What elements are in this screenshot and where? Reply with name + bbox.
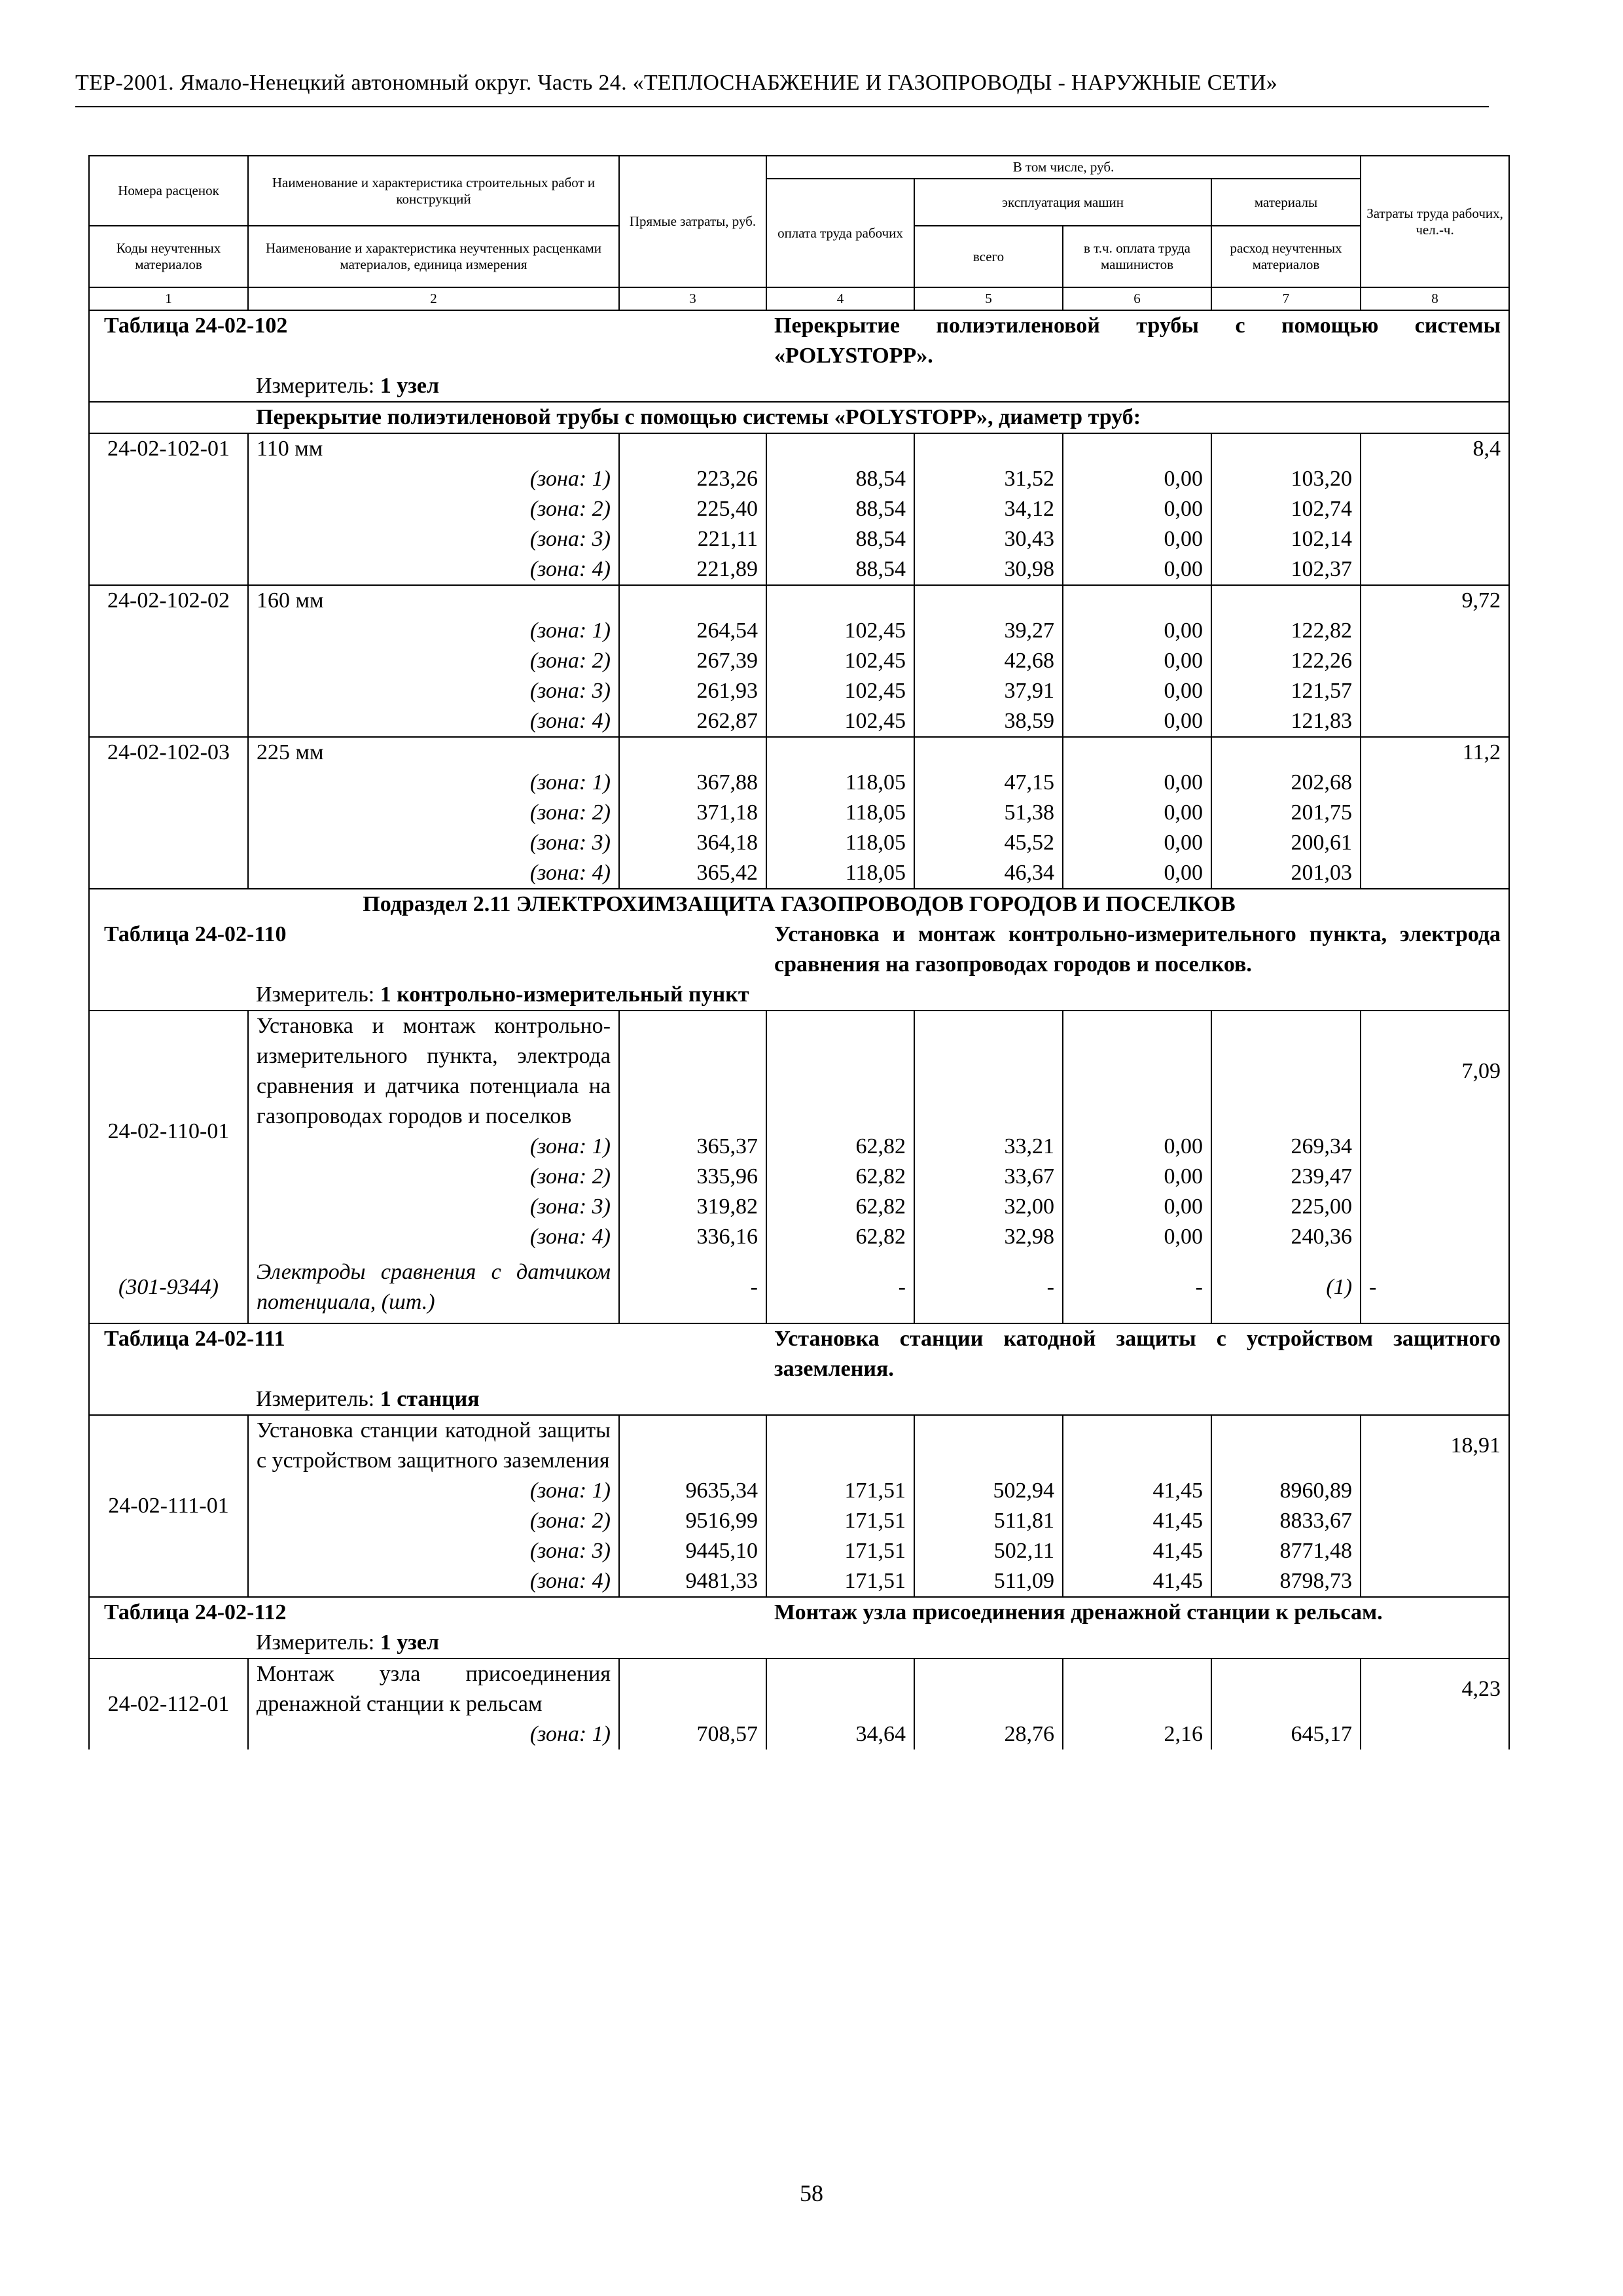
- rate-empty: [766, 1415, 914, 1476]
- page-number: 58: [800, 2180, 823, 2206]
- hdr-incl-wages: в т.ч. оплата труда машинистов: [1063, 226, 1211, 287]
- zone-row: [89, 524, 1509, 554]
- table-title: Перекрытие полиэтиленовой трубы с помощью системы «POLYSTOPP».: [766, 310, 1509, 371]
- rate-name: 225 мм: [248, 737, 619, 768]
- measure-unit: [248, 1628, 1509, 1659]
- direct-cost: 221,89: [619, 554, 766, 585]
- measure-spacer: [89, 1384, 248, 1415]
- zone-labor-empty: [1361, 858, 1509, 889]
- zone-label: (зона: 3): [248, 524, 619, 554]
- wages-cost: 62,82: [766, 1192, 914, 1222]
- direct-cost: 264,54: [619, 616, 766, 646]
- table-name: Таблица 24-02-111: [89, 1324, 766, 1384]
- zone-label: (зона: 3): [248, 676, 619, 706]
- machinist-wages: 0,00: [1063, 676, 1211, 706]
- hdr-rates-no: Номера расценок: [89, 156, 248, 226]
- group-spacer: [89, 402, 248, 433]
- hdr-labor: Затраты труда рабочих, чел.-ч.: [1361, 156, 1509, 287]
- wages-cost: 102,45: [766, 676, 914, 706]
- direct-cost: 267,39: [619, 646, 766, 676]
- hdr-wages: оплата труда рабочих: [766, 179, 914, 287]
- rate-empty: [619, 737, 766, 768]
- rate-code: 24-02-112-01: [89, 1659, 248, 1749]
- rate-labor: 8,4: [1361, 433, 1509, 464]
- direct-cost: 367,88: [619, 768, 766, 798]
- rate-empty: [914, 433, 1063, 464]
- col-num-2: 2: [248, 287, 619, 310]
- rate-empty: [914, 737, 1063, 768]
- rate-code: 24-02-102-02: [89, 585, 248, 737]
- zone-row: [89, 1222, 1509, 1252]
- table-heading-t110: [89, 920, 1509, 980]
- machinist-wages: 0,00: [1063, 858, 1211, 889]
- col-num-1: 1: [89, 287, 248, 310]
- measure-spacer: [89, 980, 248, 1011]
- table-title: Установка и монтаж контрольно-измерительного пункта, электрода сравнения на газопроводах городов и поселков.: [766, 920, 1509, 980]
- rate-labor: 11,2: [1361, 737, 1509, 768]
- machinist-wages: 0,00: [1063, 494, 1211, 524]
- materials-cost: 121,83: [1211, 706, 1361, 737]
- zone-row: [89, 1192, 1509, 1222]
- materials-cost: 202,68: [1211, 768, 1361, 798]
- machines-total: 45,52: [914, 828, 1063, 858]
- wages-cost: 102,45: [766, 706, 914, 737]
- machinist-wages: 0,00: [1063, 1132, 1211, 1162]
- zone-labor-empty: [1361, 1566, 1509, 1597]
- table-heading-t111: [89, 1324, 1509, 1384]
- machinist-wages: 41,45: [1063, 1566, 1211, 1597]
- table-heading-t112: [89, 1598, 1509, 1628]
- hdr-machines: эксплуатация машин: [914, 179, 1211, 226]
- materials-cost: 645,17: [1211, 1719, 1361, 1749]
- wages-cost: 88,54: [766, 524, 914, 554]
- wages-cost: 118,05: [766, 798, 914, 828]
- rate-code: 24-02-102-01: [89, 433, 248, 585]
- materials-cost: 102,37: [1211, 554, 1361, 585]
- hdr-codes: Коды неучтенных материалов: [89, 226, 248, 287]
- machinist-wages: 0,00: [1063, 1162, 1211, 1192]
- zone-label: (зона: 4): [248, 1222, 619, 1252]
- hdr-materials: материалы: [1211, 179, 1361, 226]
- machines-total: 511,81: [914, 1506, 1063, 1536]
- table-title: Монтаж узла присоединения дренажной станции к рельсам.: [766, 1598, 1509, 1628]
- rates-table: [88, 155, 1510, 1749]
- zone-row: [89, 494, 1509, 524]
- zone-row: [89, 1506, 1509, 1536]
- measure-unit: [248, 371, 1509, 402]
- zone-label: (зона: 1): [248, 464, 619, 494]
- measure-spacer: [89, 371, 248, 402]
- machines-total: 37,91: [914, 676, 1063, 706]
- wages-cost: 62,82: [766, 1162, 914, 1192]
- rate-empty: [619, 1659, 766, 1719]
- machinist-wages: 0,00: [1063, 1222, 1211, 1252]
- rate-row: [89, 1011, 1509, 1132]
- direct-cost: 9516,99: [619, 1506, 766, 1536]
- rate-empty: [1211, 1659, 1361, 1719]
- measure-value: 1 станция: [380, 1387, 480, 1411]
- machinist-wages: 0,00: [1063, 524, 1211, 554]
- zone-label: (зона: 2): [248, 1162, 619, 1192]
- materials-cost: 239,47: [1211, 1162, 1361, 1192]
- table-name: Таблица 24-02-112: [89, 1598, 766, 1628]
- zone-row: [89, 706, 1509, 737]
- group-heading-row: [89, 402, 1509, 433]
- rate-name: Монтаж узла присоединения дренажной станции к рельсам: [248, 1659, 619, 1719]
- zone-label: (зона: 1): [248, 1719, 619, 1749]
- rate-empty: [914, 1659, 1063, 1719]
- wages-cost: 171,51: [766, 1506, 914, 1536]
- rate-empty: [1063, 1659, 1211, 1719]
- running-header: ТЕР-2001. Ямало-Ненецкий автономный округ. Часть 24. «ТЕПЛОСНАБЖЕНИЕ И ГАЗОПРОВОДЫ - НАРУЖНЫЕ СЕТИ»: [75, 71, 1278, 95]
- zone-label: (зона: 2): [248, 646, 619, 676]
- machines-total: 33,21: [914, 1132, 1063, 1162]
- direct-cost: 708,57: [619, 1719, 766, 1749]
- zone-labor-empty: [1361, 768, 1509, 798]
- rate-labor: 18,91: [1361, 1415, 1509, 1476]
- zone-labor-empty: [1361, 554, 1509, 585]
- machines-total: 33,67: [914, 1162, 1063, 1192]
- rate-empty: [766, 1659, 914, 1719]
- materials-cost: 122,82: [1211, 616, 1361, 646]
- hdr-total: всего: [914, 226, 1063, 287]
- zone-labor-empty: [1361, 616, 1509, 646]
- material-value: -: [1361, 1252, 1509, 1323]
- machines-total: 39,27: [914, 616, 1063, 646]
- zone-labor-empty: [1361, 1162, 1509, 1192]
- wages-cost: 62,82: [766, 1132, 914, 1162]
- rate-empty: [619, 433, 766, 464]
- machines-total: 30,98: [914, 554, 1063, 585]
- measure-value: 1 узел: [380, 374, 440, 398]
- zone-label: (зона: 1): [248, 768, 619, 798]
- wages-cost: 118,05: [766, 858, 914, 889]
- machines-total: 38,59: [914, 706, 1063, 737]
- col-num-5: 5: [914, 287, 1063, 310]
- rate-empty: [766, 737, 914, 768]
- zone-label: (зона: 2): [248, 494, 619, 524]
- measure-value: 1 узел: [380, 1630, 440, 1655]
- rate-labor: 9,72: [1361, 585, 1509, 616]
- zone-labor-empty: [1361, 1132, 1509, 1162]
- machinist-wages: 41,45: [1063, 1476, 1211, 1506]
- direct-cost: 223,26: [619, 464, 766, 494]
- wages-cost: 88,54: [766, 554, 914, 585]
- zone-labor-empty: [1361, 706, 1509, 737]
- zone-labor-empty: [1361, 676, 1509, 706]
- materials-cost: 8833,67: [1211, 1506, 1361, 1536]
- machines-total: 32,98: [914, 1222, 1063, 1252]
- material-row: [89, 1252, 1509, 1323]
- hdr-direct: Прямые затраты, руб.: [619, 156, 766, 287]
- wages-cost: 102,45: [766, 616, 914, 646]
- direct-cost: 365,42: [619, 858, 766, 889]
- materials-cost: 8771,48: [1211, 1536, 1361, 1566]
- machines-total: 502,11: [914, 1536, 1063, 1566]
- measure-unit: [248, 980, 1509, 1011]
- rate-empty: [1211, 433, 1361, 464]
- wages-cost: 171,51: [766, 1536, 914, 1566]
- zone-label: (зона: 4): [248, 1566, 619, 1597]
- zone-labor-empty: [1361, 798, 1509, 828]
- material-code: (301-9344): [89, 1252, 248, 1323]
- hdr-mat-cost: расход неучтенных материалов: [1211, 226, 1361, 287]
- zone-label: (зона: 4): [248, 858, 619, 889]
- material-name: Электроды сравнения с датчиком потенциала, (шт.): [248, 1252, 619, 1323]
- rate-empty: [914, 1011, 1063, 1132]
- direct-cost: 9481,33: [619, 1566, 766, 1597]
- wages-cost: 34,64: [766, 1719, 914, 1749]
- zone-label: (зона: 2): [248, 1506, 619, 1536]
- materials-cost: 269,34: [1211, 1132, 1361, 1162]
- rate-empty: [619, 1011, 766, 1132]
- direct-cost: 365,37: [619, 1132, 766, 1162]
- zone-label: (зона: 4): [248, 706, 619, 737]
- rate-empty: [1211, 737, 1361, 768]
- rate-labor: 4,23: [1361, 1659, 1509, 1719]
- zone-label: (зона: 3): [248, 828, 619, 858]
- measure-row-t102: [89, 371, 1509, 402]
- direct-cost: 225,40: [619, 494, 766, 524]
- machinist-wages: 0,00: [1063, 616, 1211, 646]
- zone-labor-empty: [1361, 828, 1509, 858]
- machinist-wages: 2,16: [1063, 1719, 1211, 1749]
- material-value: -: [766, 1252, 914, 1323]
- col-num-6: 6: [1063, 287, 1211, 310]
- materials-cost: 121,57: [1211, 676, 1361, 706]
- header-row-1: [89, 156, 1509, 179]
- rate-row: [89, 585, 1509, 616]
- direct-cost: 9635,34: [619, 1476, 766, 1506]
- subsection-row: [89, 889, 1509, 920]
- zone-row: [89, 828, 1509, 858]
- zone-label: (зона: 1): [248, 616, 619, 646]
- header-rule: [75, 106, 1489, 107]
- material-value: -: [619, 1252, 766, 1323]
- col-num-4: 4: [766, 287, 914, 310]
- zone-labor-empty: [1361, 646, 1509, 676]
- zone-row: [89, 464, 1509, 494]
- machinist-wages: 0,00: [1063, 828, 1211, 858]
- zone-labor-empty: [1361, 524, 1509, 554]
- direct-cost: 371,18: [619, 798, 766, 828]
- material-value: -: [1063, 1252, 1211, 1323]
- direct-cost: 9445,10: [619, 1536, 766, 1566]
- wages-cost: 88,54: [766, 464, 914, 494]
- rate-empty: [619, 1415, 766, 1476]
- machinist-wages: 0,00: [1063, 798, 1211, 828]
- zone-labor-empty: [1361, 1476, 1509, 1506]
- rate-name: 110 мм: [248, 433, 619, 464]
- materials-cost: 200,61: [1211, 828, 1361, 858]
- rate-row: [89, 1415, 1509, 1476]
- machines-total: 30,43: [914, 524, 1063, 554]
- zone-row: [89, 1162, 1509, 1192]
- rate-name: 160 мм: [248, 585, 619, 616]
- machines-total: 47,15: [914, 768, 1063, 798]
- table-heading-t102: [89, 310, 1509, 371]
- table-title: Установка станции катодной защиты с устройством защитного заземления.: [766, 1324, 1509, 1384]
- hdr-work-name: Наименование и характеристика строительных работ и конструкций: [248, 156, 619, 226]
- wages-cost: 171,51: [766, 1566, 914, 1597]
- zone-row: [89, 1566, 1509, 1597]
- measure-value: 1 контрольно-измерительный пункт: [380, 982, 749, 1007]
- zone-label: (зона: 2): [248, 798, 619, 828]
- zone-labor-empty: [1361, 494, 1509, 524]
- zone-row: [89, 798, 1509, 828]
- wages-cost: 118,05: [766, 828, 914, 858]
- machinist-wages: 41,45: [1063, 1536, 1211, 1566]
- rate-name: Установка и монтаж контрольно-измерительного пункта, электрода сравнения и датчика потенциала на газопроводах городов и поселков: [248, 1011, 619, 1132]
- table-name: Таблица 24-02-102: [89, 310, 766, 371]
- rate-empty: [766, 585, 914, 616]
- zone-labor-empty: [1361, 464, 1509, 494]
- material-value: (1): [1211, 1252, 1361, 1323]
- measure-label: Измеритель:: [256, 1387, 380, 1411]
- measure-label: Измеритель:: [256, 982, 380, 1007]
- direct-cost: 319,82: [619, 1192, 766, 1222]
- measure-spacer: [89, 1628, 248, 1659]
- machines-total: 28,76: [914, 1719, 1063, 1749]
- materials-cost: 102,74: [1211, 494, 1361, 524]
- zone-labor-empty: [1361, 1506, 1509, 1536]
- rate-empty: [1063, 585, 1211, 616]
- header-row-numbers: [89, 287, 1509, 310]
- zone-labor-empty: [1361, 1719, 1509, 1749]
- materials-cost: 201,03: [1211, 858, 1361, 889]
- direct-cost: 262,87: [619, 706, 766, 737]
- machines-total: 31,52: [914, 464, 1063, 494]
- direct-cost: 261,93: [619, 676, 766, 706]
- materials-cost: 8798,73: [1211, 1566, 1361, 1597]
- machinist-wages: 0,00: [1063, 554, 1211, 585]
- wages-cost: 102,45: [766, 646, 914, 676]
- zone-row: [89, 646, 1509, 676]
- rate-empty: [1211, 1011, 1361, 1132]
- zone-label: (зона: 4): [248, 554, 619, 585]
- rate-empty: [1211, 585, 1361, 616]
- rate-empty: [1063, 1415, 1211, 1476]
- machines-total: 32,00: [914, 1192, 1063, 1222]
- rate-code: 24-02-111-01: [89, 1415, 248, 1597]
- rate-empty: [1063, 433, 1211, 464]
- machinist-wages: 41,45: [1063, 1506, 1211, 1536]
- machinist-wages: 0,00: [1063, 768, 1211, 798]
- machinist-wages: 0,00: [1063, 646, 1211, 676]
- measure-row-t112: [89, 1628, 1509, 1659]
- zone-label: (зона: 1): [248, 1476, 619, 1506]
- materials-cost: 240,36: [1211, 1222, 1361, 1252]
- rate-row: [89, 433, 1509, 464]
- machinist-wages: 0,00: [1063, 1192, 1211, 1222]
- direct-cost: 336,16: [619, 1222, 766, 1252]
- rate-empty: [619, 585, 766, 616]
- subsection-title: Подраздел 2.11 ЭЛЕКТРОХИМЗАЩИТА ГАЗОПРОВОДОВ ГОРОДОВ И ПОСЕЛКОВ: [89, 889, 1509, 920]
- direct-cost: 364,18: [619, 828, 766, 858]
- machinist-wages: 0,00: [1063, 464, 1211, 494]
- machines-total: 34,12: [914, 494, 1063, 524]
- machines-total: 502,94: [914, 1476, 1063, 1506]
- zone-labor-empty: [1361, 1222, 1509, 1252]
- zone-labor-empty: [1361, 1536, 1509, 1566]
- materials-cost: 201,75: [1211, 798, 1361, 828]
- materials-cost: 225,00: [1211, 1192, 1361, 1222]
- zone-row: [89, 1536, 1509, 1566]
- measure-unit: [248, 1384, 1509, 1415]
- zone-row: [89, 1719, 1509, 1749]
- wages-cost: 62,82: [766, 1222, 914, 1252]
- wages-cost: 88,54: [766, 494, 914, 524]
- zone-row: [89, 616, 1509, 646]
- zone-label: (зона: 3): [248, 1536, 619, 1566]
- zone-row: [89, 676, 1509, 706]
- zone-row: [89, 1132, 1509, 1162]
- rate-empty: [766, 1011, 914, 1132]
- machines-total: 46,34: [914, 858, 1063, 889]
- measure-label: Измеритель:: [256, 1630, 380, 1655]
- machinist-wages: 0,00: [1063, 706, 1211, 737]
- materials-cost: 102,14: [1211, 524, 1361, 554]
- measure-label: Измеритель:: [256, 374, 380, 398]
- zone-row: [89, 1476, 1509, 1506]
- zone-labor-empty: [1361, 1192, 1509, 1222]
- materials-cost: 122,26: [1211, 646, 1361, 676]
- measure-row-t111: [89, 1384, 1509, 1415]
- col-num-7: 7: [1211, 287, 1361, 310]
- zone-label: (зона: 3): [248, 1192, 619, 1222]
- machines-total: 51,38: [914, 798, 1063, 828]
- materials-cost: 103,20: [1211, 464, 1361, 494]
- col-num-8: 8: [1361, 287, 1509, 310]
- rate-empty: [1211, 1415, 1361, 1476]
- zone-row: [89, 554, 1509, 585]
- wages-cost: 118,05: [766, 768, 914, 798]
- group-heading: Перекрытие полиэтиленовой трубы с помощью системы «POLYSTOPP», диаметр труб:: [248, 402, 1509, 433]
- machines-total: 511,09: [914, 1566, 1063, 1597]
- rate-code: 24-02-102-03: [89, 737, 248, 889]
- material-value: -: [914, 1252, 1063, 1323]
- rate-empty: [914, 1415, 1063, 1476]
- zone-row: [89, 858, 1509, 889]
- rate-empty: [1063, 1011, 1211, 1132]
- col-num-3: 3: [619, 287, 766, 310]
- rate-row: [89, 737, 1509, 768]
- table-name: Таблица 24-02-110: [89, 920, 766, 980]
- rate-empty: [1063, 737, 1211, 768]
- direct-cost: 335,96: [619, 1162, 766, 1192]
- rate-labor: 7,09: [1361, 1011, 1509, 1132]
- rate-row: [89, 1659, 1509, 1719]
- rate-name: Установка станции катодной защиты с устройством защитного заземления: [248, 1415, 619, 1476]
- rate-empty: [914, 585, 1063, 616]
- hdr-incl: В том числе, руб.: [766, 156, 1361, 179]
- zone-label: (зона: 1): [248, 1132, 619, 1162]
- machines-total: 42,68: [914, 646, 1063, 676]
- rate-empty: [766, 433, 914, 464]
- hdr-mat-name: Наименование и характеристика неучтенных расценками материалов, единица измерения: [248, 226, 619, 287]
- measure-row-t110: [89, 980, 1509, 1011]
- materials-cost: 8960,89: [1211, 1476, 1361, 1506]
- zone-row: [89, 768, 1509, 798]
- direct-cost: 221,11: [619, 524, 766, 554]
- wages-cost: 171,51: [766, 1476, 914, 1506]
- rate-code: 24-02-110-01: [89, 1011, 248, 1252]
